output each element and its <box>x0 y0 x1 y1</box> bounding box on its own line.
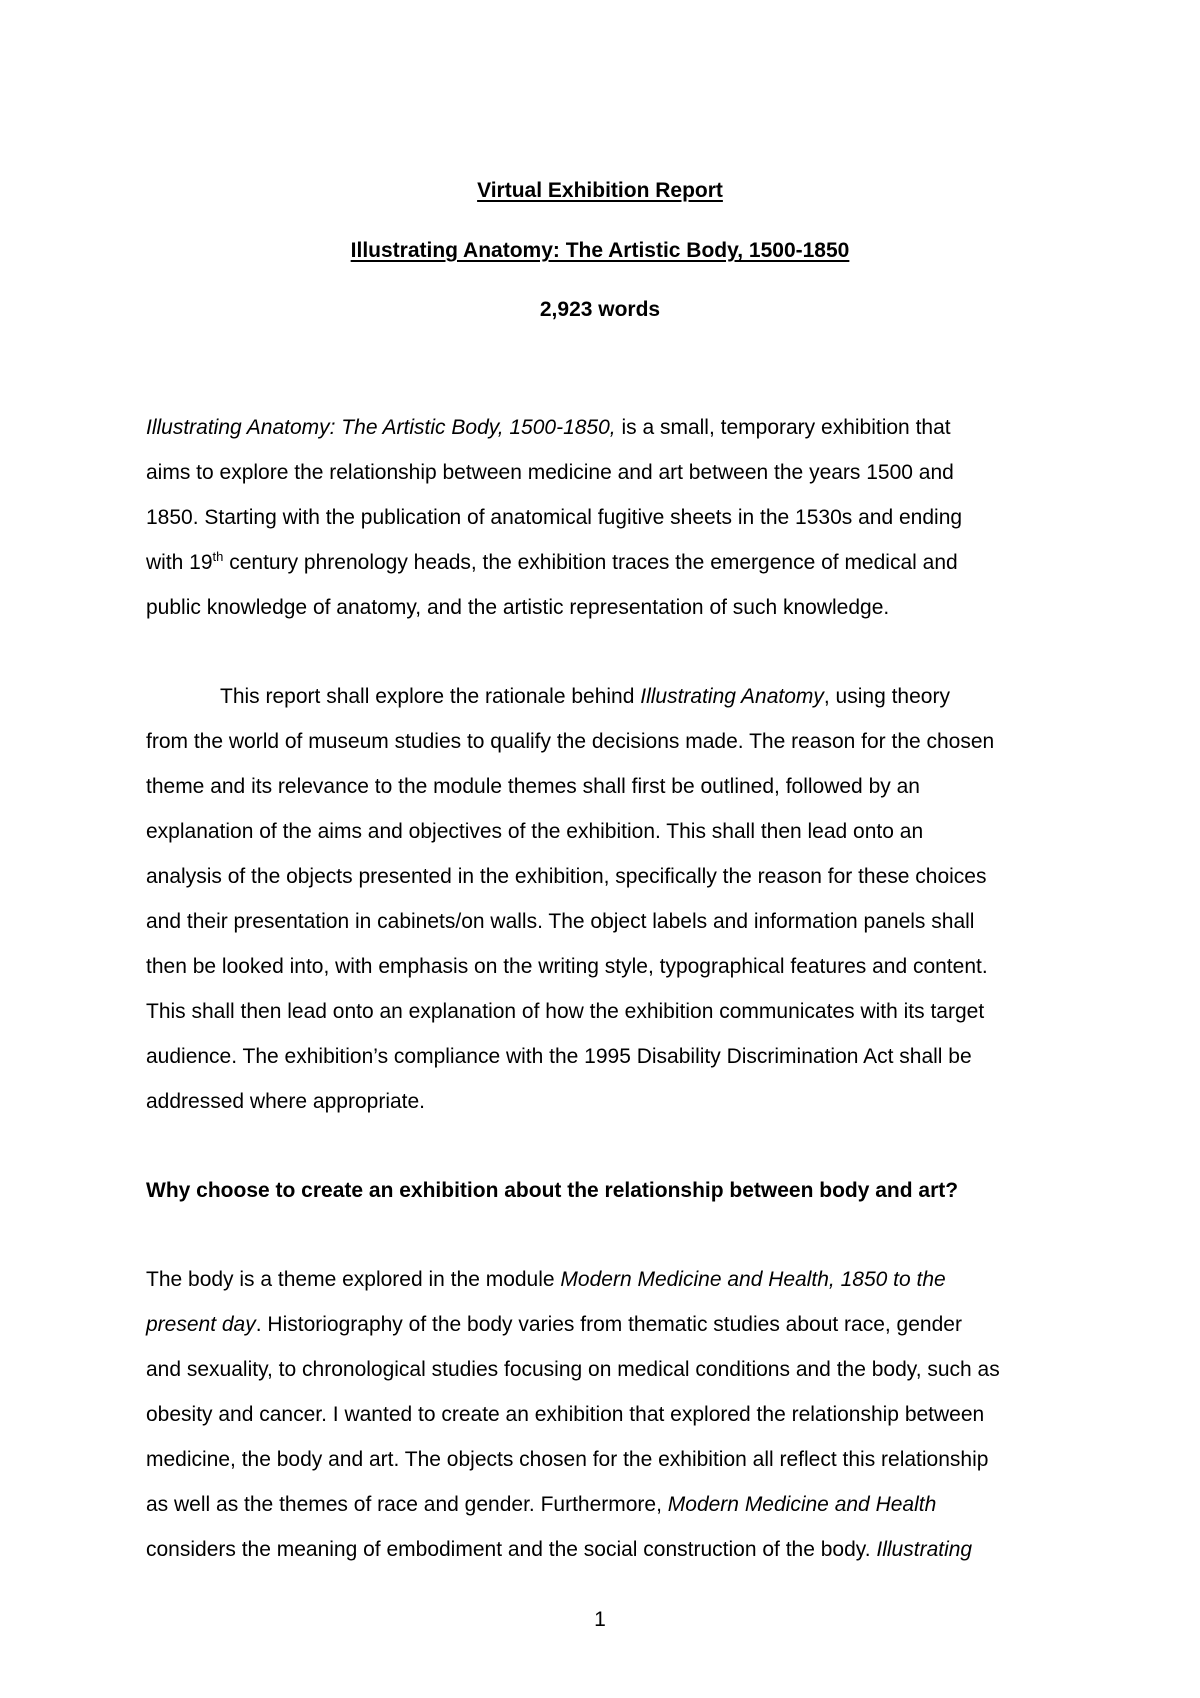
p1-line-1 <box>146 413 1066 443</box>
p2-line-2: from the world of museum studies to qualify the decisions made. The reason for the chosen <box>146 730 995 753</box>
report-title <box>0 176 1200 206</box>
p1-line-1-rest: is a small, temporary exhibition that <box>615 416 951 439</box>
p3-module-short: Modern Medicine and Health <box>667 1493 937 1516</box>
p3-line-7 <box>146 1535 1066 1565</box>
section-heading: Why choose to create an exhibition about the relationship between body and art? <box>146 1179 959 1202</box>
p3-module-title-cont: present day <box>146 1313 256 1336</box>
p1-line-3: 1850. Starting with the publication of anatomical fugitive sheets in the 1530s and ending <box>146 506 963 529</box>
p1-italic-title: Illustrating Anatomy: The Artistic Body, 1500-1850, <box>146 416 616 439</box>
p3-line-3: and sexuality, to chronological studies focusing on medical conditions and the body, such as <box>146 1358 1000 1381</box>
p3-italic-continuation: Illustrating <box>876 1538 973 1561</box>
p3-line-2 <box>146 1310 1066 1340</box>
p1-line-2: aims to explore the relationship between medicine and art between the years 1500 and <box>146 461 954 484</box>
p1-line-5: public knowledge of anatomy, and the artistic representation of such knowledge. <box>146 596 890 619</box>
p3-line-2-b: . Historiography of the body varies from thematic studies about race, gender <box>255 1313 962 1336</box>
p2-line-9: audience. The exhibition’s compliance with the 1995 Disability Discrimination Act shall be <box>146 1045 972 1068</box>
exhibition-title <box>0 236 1200 266</box>
p1-line-4 <box>146 548 1066 578</box>
p1-line-4-a: with 19 <box>146 551 213 574</box>
p2-line-1-a: This report shall explore the rationale behind <box>220 685 641 708</box>
p3-module-title: Modern Medicine and Health, 1850 to the <box>560 1268 946 1291</box>
p2-line-8: This shall then lead onto an explanation of how the exhibition communicates with its target <box>146 1000 985 1023</box>
p1-superscript: th <box>212 549 224 564</box>
p2-line-3: theme and its relevance to the module themes shall first be outlined, followed by an <box>146 775 920 798</box>
exhibition-title-text: Illustrating Anatomy: The Artistic Body, 1500-1850 <box>350 239 850 262</box>
p2-line-10: addressed where appropriate. <box>146 1090 426 1113</box>
word-count: 2,923 words <box>539 298 661 321</box>
p3-line-6 <box>146 1490 1066 1520</box>
p3-line-1-a: The body is a theme explored in the module <box>146 1268 561 1291</box>
p3-line-5: medicine, the body and art. The objects chosen for the exhibition all reflect this relationship <box>146 1448 989 1471</box>
p2-line-6: and their presentation in cabinets/on walls. The object labels and information panels shall <box>146 910 975 933</box>
p3-line-1 <box>146 1265 1066 1295</box>
p3-line-4: obesity and cancer. I wanted to create an exhibition that explored the relationship between <box>146 1403 985 1426</box>
p3-line-7-a: considers the meaning of embodiment and the social construction of the body. <box>146 1538 877 1561</box>
p2-italic-title: Illustrating Anatomy <box>640 685 824 708</box>
p2-line-1 <box>220 682 1140 712</box>
p2-line-4: explanation of the aims and objectives of the exhibition. This shall then lead onto an <box>146 820 924 843</box>
p1-line-4-b: century phrenology heads, the exhibition traces the emergence of medical and <box>223 551 958 574</box>
p2-line-7: then be looked into, with emphasis on the writing style, typographical features and content. <box>146 955 988 978</box>
report-title-text: Virtual Exhibition Report <box>477 179 723 202</box>
p2-line-5: analysis of the objects presented in the exhibition, specifically the reason for these choices <box>146 865 987 888</box>
page-number: 1 <box>594 1608 606 1631</box>
p3-line-6-a: as well as the themes of race and gender. Furthermore, <box>146 1493 668 1516</box>
p2-line-1-b: , using theory <box>823 685 950 708</box>
